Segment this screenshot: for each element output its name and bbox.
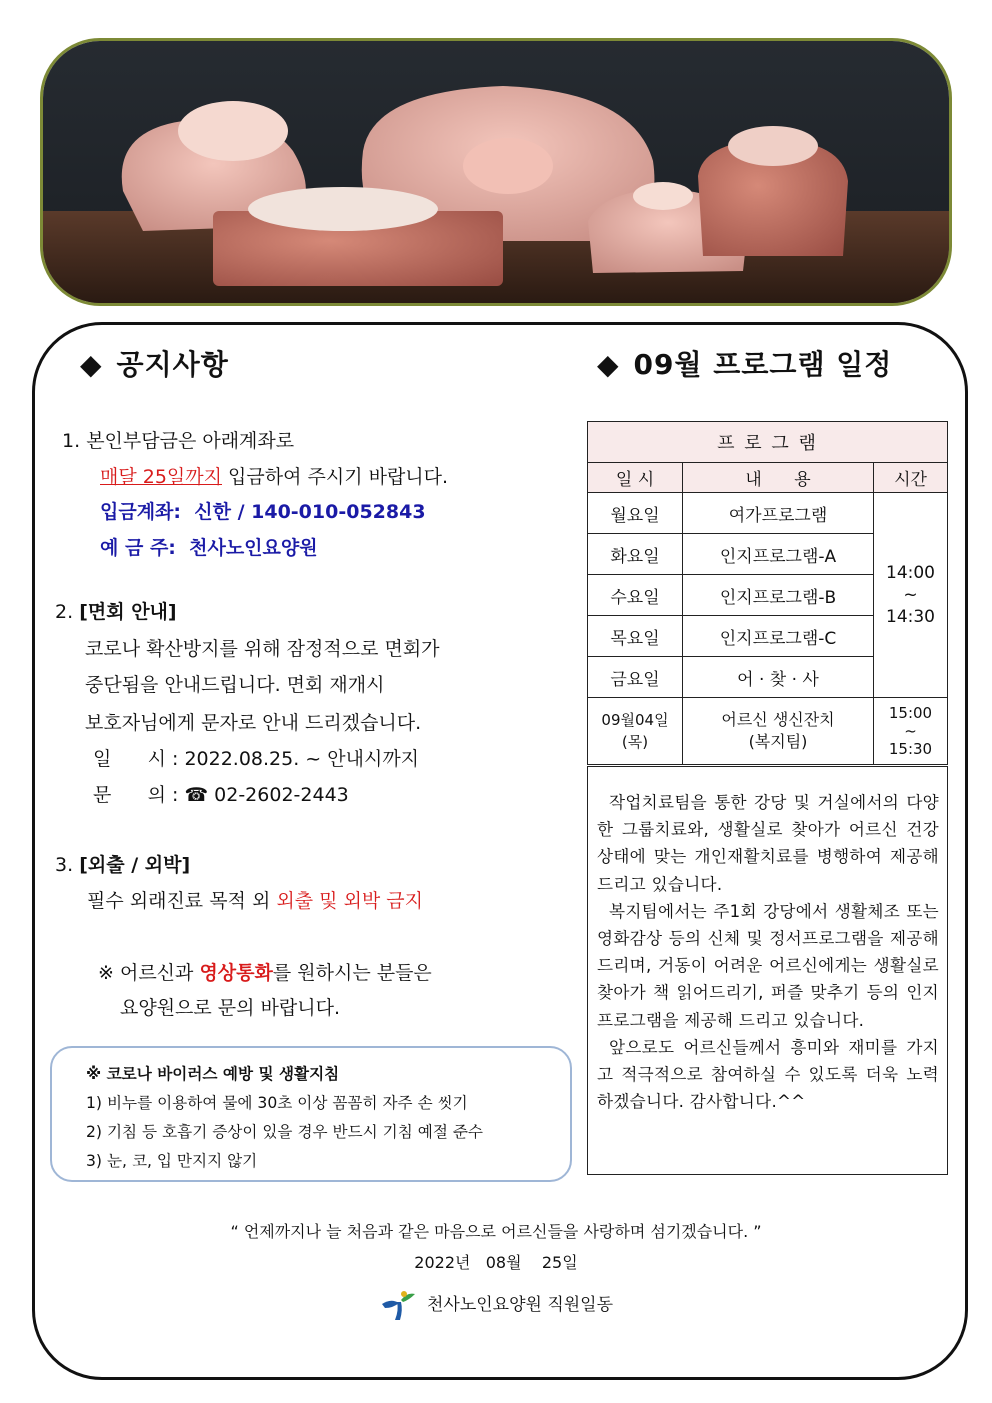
- notice2-date: 일 시 : 2022.08.25. ~ 안내시까지: [93, 748, 420, 770]
- footer-quote: “ 언제까지나 늘 처음과 같은 마음으로 어르신들을 사랑하며 섬기겠습니다. ”: [230, 1222, 762, 1241]
- special-program-cell: 어르신 생신잔치 (복지팀): [683, 698, 874, 765]
- program-cell: 인지프로그램-A: [683, 534, 874, 575]
- guide-item: 1) 비누를 이용하여 물에 30초 이상 꼼꼼히 자주 손 씻기: [86, 1094, 468, 1112]
- notice2-contact: 문 의 : ☎ 02-2602-2443: [93, 784, 349, 806]
- footer-date: 2022년 08월 25일: [414, 1253, 578, 1272]
- day-cell: 금요일: [588, 657, 683, 698]
- description-paragraph: 앞으로도 어르신들께서 흥미와 재미를 가지고 적극적으로 참여하실 수 있도록 더욱 노력하겠습니다. 감사합니다.^^: [597, 1037, 939, 1112]
- special-date-cell: 09월04일 (목): [588, 698, 683, 765]
- schedule-table: [587, 421, 948, 765]
- table-title: 프 로 그 램: [588, 422, 948, 463]
- day-cell: 화요일: [588, 534, 683, 575]
- guide-title: ※ 코로나 바이러스 예방 및 생활지침: [86, 1065, 340, 1083]
- notice1-holder: 예 금 주: 천사노인요양원: [100, 537, 318, 559]
- guide-item: 2) 기침 등 호흡기 증상이 있을 경우 반드시 기침 예절 준수: [86, 1123, 483, 1141]
- notice3-note: ※ 어르신과 영상통화를 원하시는 분들은: [98, 962, 432, 984]
- program-cell: 인지프로그램-B: [683, 575, 874, 616]
- program-description: [587, 766, 948, 1175]
- schedule-heading: ◆ 09월 프로그램 일정: [597, 348, 893, 381]
- angel-logo-icon: [379, 1288, 419, 1322]
- notice2-line3: 보호자님에게 문자로 안내 드리겠습니다.: [85, 712, 422, 734]
- table-row: [588, 698, 948, 765]
- time-cell: 14:00 ~ 14:30: [874, 493, 948, 698]
- column-header: 일 시: [588, 463, 683, 493]
- day-cell: 월요일: [588, 493, 683, 534]
- notice1-line1: 1. 본인부담금은 아래계좌로: [62, 430, 295, 452]
- notice-heading: ◆ 공지사항: [80, 348, 229, 381]
- notice1-due: 매달 25일까지 입금하여 주시기 바랍니다.: [100, 466, 449, 488]
- notice3-note2: 요양원으로 문의 바랍니다.: [120, 997, 341, 1019]
- column-header: 시간: [874, 463, 948, 493]
- footer-org: 천사노인요양원 직원일동: [0, 1288, 992, 1322]
- table-row: [588, 493, 948, 534]
- diamond-icon: ◆: [80, 348, 103, 381]
- description-paragraph: 작업치료팀을 통한 강당 및 거실에서의 다양한 그룹치료와, 생활실로 찾아가 어르신 건강상태에 맞는 개인재활치료를 병행하여 제공해 드리고 있습니다.: [597, 793, 939, 894]
- hero-image: [40, 38, 952, 306]
- guide-item: 3) 눈, 코, 입 만지지 않기: [86, 1152, 258, 1170]
- program-cell: 여가프로그램: [683, 493, 874, 534]
- covid-guide-box: [50, 1046, 572, 1182]
- bojagi-gifts-photo: [43, 41, 949, 303]
- day-cell: 수요일: [588, 575, 683, 616]
- notice3-line: 필수 외래진료 목적 외 외출 및 외박 금지: [87, 890, 423, 912]
- table-column-row: [588, 463, 948, 493]
- notice2-title: 2. [면회 안내]: [55, 601, 177, 623]
- diamond-icon: ◆: [597, 348, 620, 381]
- notice3-title: 3. [외출 / 외박]: [55, 854, 191, 876]
- program-cell: 인지프로그램-C: [683, 616, 874, 657]
- notice2-line2: 중단됨을 안내드립니다. 면회 재개시: [85, 674, 385, 696]
- special-time-cell: 15:00 ~ 15:30: [874, 698, 948, 765]
- program-cell: 어 · 찾 · 사: [683, 657, 874, 698]
- day-cell: 목요일: [588, 616, 683, 657]
- table-header-row: [588, 422, 948, 463]
- notice2-line1: 코로나 확산방지를 위해 잠정적으로 면회가: [85, 638, 440, 660]
- description-paragraph: 복지팀에서는 주1회 강당에서 생활체조 또는 영화감상 등의 신체 및 정서프로그램을 제공해 드리며, 거동이 어려운 어르신에게는 생활실로 찾아가 책 읽어드리기, 퍼즐 맞추기 등의 인지프로그램을 제공해 드리고 있습니다.: [597, 901, 939, 1030]
- column-header: 내 용: [683, 463, 874, 493]
- notice1-account: 입금계좌: 신한 / 140-010-052843: [100, 501, 426, 523]
